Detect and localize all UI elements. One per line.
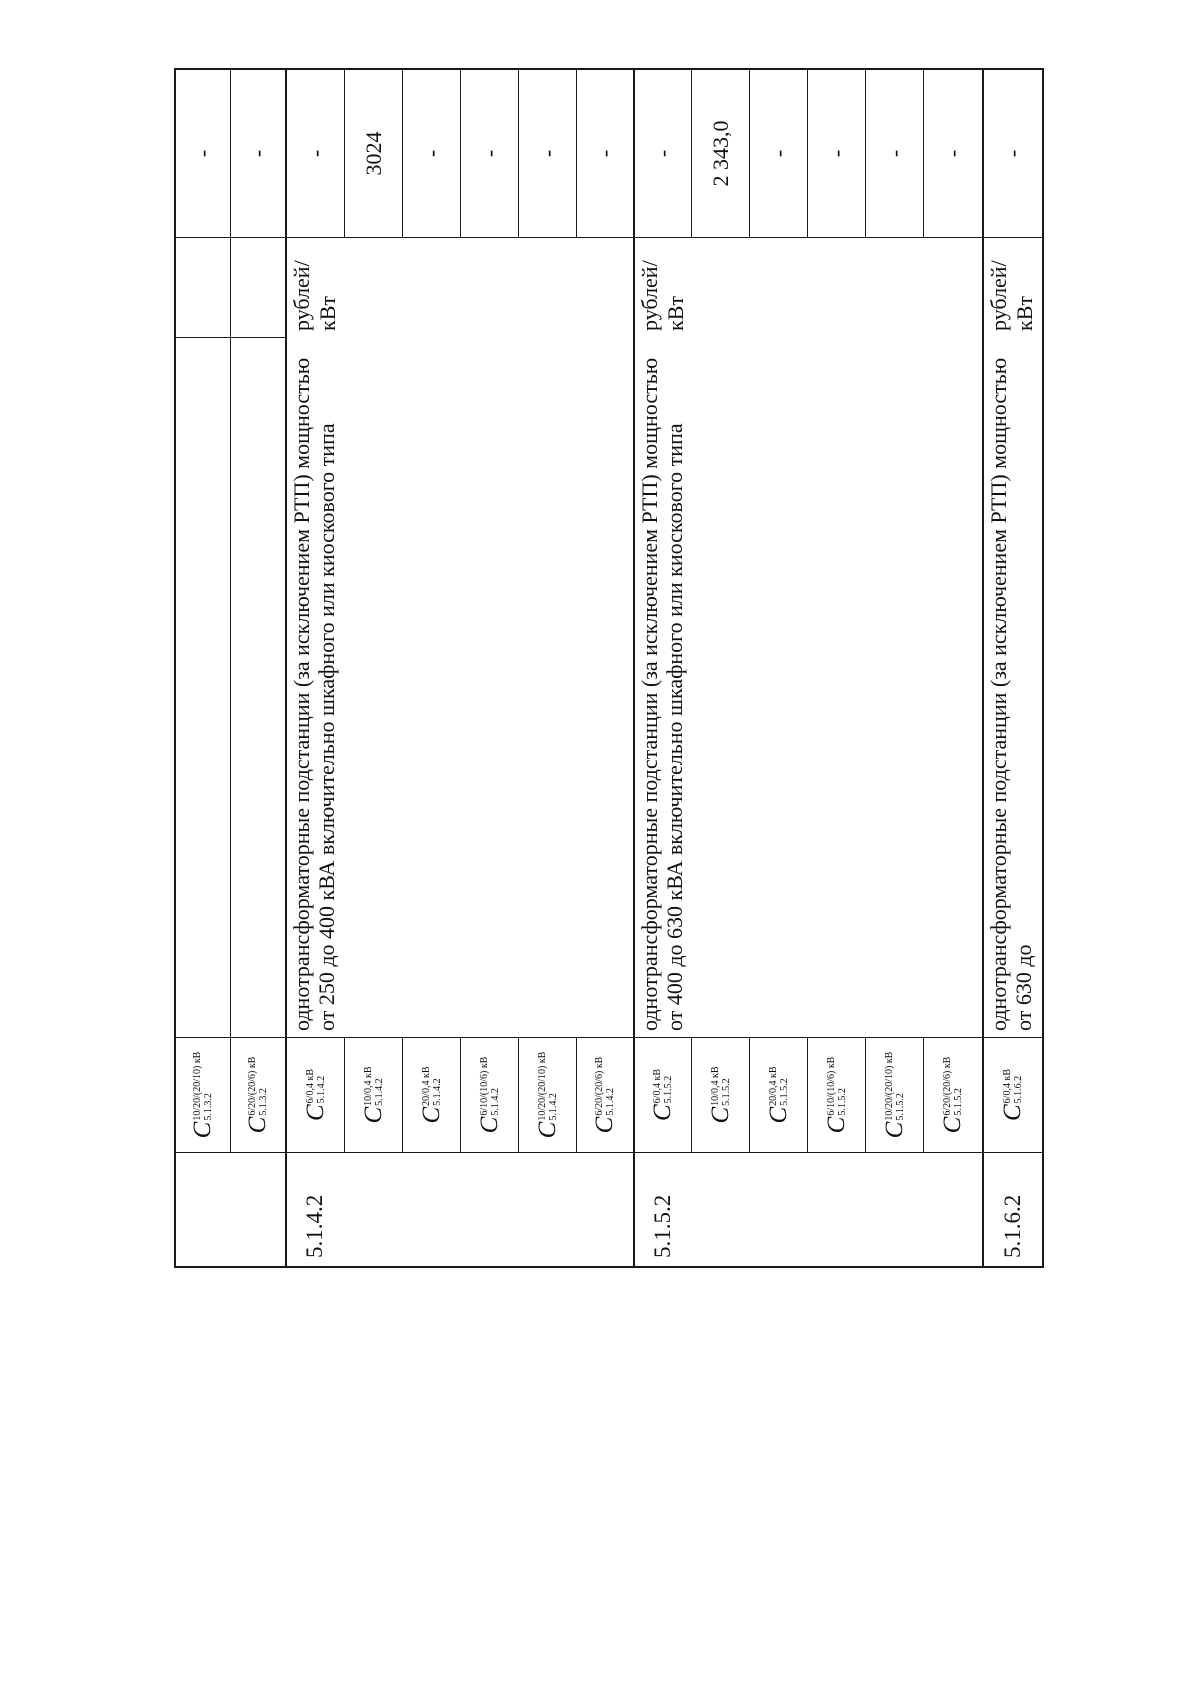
code-cell: C 6/20/(20/6) кВ 5.1.3.2 (244, 1056, 271, 1134)
code-cell: C 6/0,4 кВ 5.1.6.2 (999, 1069, 1026, 1121)
code-cell: C 6/10/(10/6) кВ 5.1.4.2 (475, 1056, 503, 1134)
code-cell: C 20/0,4 кВ 5.1.4.2 (417, 1066, 445, 1124)
row-number-5-1-6-2: 5.1.6.2 (1000, 1194, 1025, 1258)
value-cell: - (940, 149, 965, 158)
value-cell: - (1000, 149, 1025, 158)
code-cell: C 6/20/(20/6) кВ 5.1.5.2 (939, 1056, 966, 1134)
description-cell: однотрансформаторные подстанции (за исключением РТП) мощностью от 630 до (986, 357, 1036, 1031)
code-cell: C 6/10/(10/6) кВ 5.1.5.2 (822, 1056, 850, 1134)
value-cell: - (245, 149, 270, 158)
unit-cell: рублей/кВт (637, 260, 688, 331)
value-cell: - (476, 149, 502, 158)
description-cell: однотрансформаторные подстанции (за исключением РТП) мощностью от 250 до 400 кВА включительно шкафного или киоскового типа (289, 357, 339, 1031)
value-cell: 3024 (360, 131, 386, 176)
col-divider (174, 337, 285, 338)
value-cell: - (534, 149, 560, 158)
row-number-5-1-4-2: 5.1.4.2 (302, 1194, 327, 1258)
code-cell: C 6/0,4 кВ 5.1.4.2 (301, 1069, 329, 1121)
value-cell: - (302, 149, 328, 158)
code-cell: C 20/0,4 кВ 5.1.5.2 (764, 1066, 792, 1124)
value-cell: - (650, 149, 675, 158)
code-cell: C 6/0,4 кВ 5.1.5.2 (649, 1069, 676, 1121)
unit-cell: рублей/кВт (289, 260, 340, 331)
code-cell: C 10/0,4 кВ 5.1.4.2 (359, 1066, 387, 1124)
code-cell: C 10/20/(20/10) кВ 5.1.5.2 (880, 1051, 908, 1139)
code-cell: C 6/20/(20/6) кВ 5.1.4.2 (591, 1056, 618, 1134)
unit-cell: рублей/кВт (986, 260, 1037, 331)
value-cell: - (190, 149, 215, 158)
value-cell: - (823, 149, 849, 158)
value-cell: - (592, 149, 617, 158)
rotated-table-page (174, 68, 1074, 1268)
value-cell: - (765, 149, 791, 158)
value-cell: - (881, 149, 907, 158)
code-cell: C 10/0,4 кВ 5.1.5.2 (706, 1066, 734, 1124)
row-number-5-1-5-2: 5.1.5.2 (650, 1194, 675, 1258)
description-cell: однотрансформаторные подстанции (за исключением РТП) мощностью от 400 до 630 кВА включительно шкафного или киоскового типа (637, 357, 687, 1031)
code-cell: C 10/20/(20/10) кВ 5.1.4.2 (533, 1051, 561, 1139)
code-cell: C 10/20/(20/10) кВ 5.1.3.2 (189, 1051, 216, 1139)
value-cell: 2 343,0 (707, 120, 733, 187)
value-cell: - (418, 149, 444, 158)
